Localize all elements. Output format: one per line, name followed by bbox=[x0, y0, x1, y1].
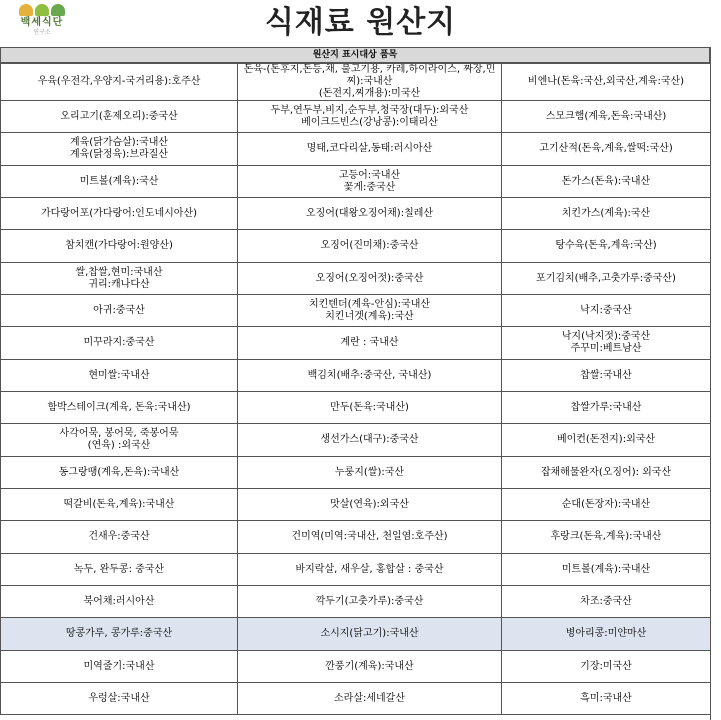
table-row bbox=[1, 651, 711, 683]
table-row bbox=[1, 166, 711, 198]
table-cell[interactable]: 낙지:중국산 bbox=[502, 295, 711, 327]
table-cell[interactable]: 베이컨(돈전지):외국산 bbox=[502, 424, 711, 457]
origin-table-area bbox=[0, 47, 721, 720]
table-cell[interactable]: 깐풍기(계육):국내산 bbox=[238, 651, 502, 683]
table-cell[interactable]: 녹두, 완두콩: 중국산 bbox=[1, 554, 238, 586]
table-cell[interactable]: 참치캔(가다랑어:원양산) bbox=[1, 230, 238, 263]
page-header bbox=[0, 0, 721, 47]
table-cell[interactable]: 고등어:국내산 꽃게:중국산 bbox=[238, 166, 502, 198]
table-cell[interactable]: 병아리콩:미얀마산 bbox=[502, 618, 711, 651]
table-cell[interactable]: 소라살:세네갈산 bbox=[238, 683, 502, 715]
table-cell[interactable]: 현미쌀:국내산 bbox=[1, 360, 238, 392]
table-cell[interactable]: 만두(돈육:국내산) bbox=[238, 392, 502, 424]
table-cell[interactable]: 쌀,찹쌀,현미:국내산 귀리:캐나다산 bbox=[1, 263, 238, 295]
table-cell[interactable]: 미트볼(계육):국내산 bbox=[502, 554, 711, 586]
table-cell[interactable]: 잡채해물완자(오징어): 외국산 bbox=[502, 457, 711, 489]
table-cell[interactable]: 생선가스(대구):중국산 bbox=[238, 424, 502, 457]
table-row bbox=[1, 198, 711, 230]
table-cell[interactable]: 흑미:국내산 bbox=[502, 683, 711, 715]
table-cell[interactable]: 오징어(대왕오징어채):칠레산 bbox=[238, 198, 502, 230]
table-row bbox=[1, 360, 711, 392]
table-cell[interactable]: 우육(우전각,우양지-국거리용):호주산 bbox=[1, 64, 238, 101]
logo-sub: 연구소 bbox=[33, 29, 51, 36]
table-cell[interactable]: 탕수육(돈육,계육:국산) bbox=[502, 230, 711, 263]
table-cell[interactable]: 오리고기(훈제오리):중국산 bbox=[1, 101, 238, 133]
table-cell[interactable]: 떡갈비(돈육,계육):국내산 bbox=[1, 489, 238, 521]
table-cell[interactable]: 돈가스(돈육):국내산 bbox=[502, 166, 711, 198]
table-cell[interactable]: 미트볼(계육):국산 bbox=[1, 166, 238, 198]
page-title: 식재료 원산지 bbox=[264, 5, 457, 40]
table-row bbox=[1, 64, 711, 101]
table-row bbox=[1, 295, 711, 327]
table-row bbox=[1, 618, 711, 651]
table-cell[interactable]: 우렁살:국내산 bbox=[1, 683, 238, 715]
table-row bbox=[1, 489, 711, 521]
table-cell[interactable]: 치킨텐더(계육-안심):국내산 치킨너겟(계육):국산 bbox=[238, 295, 502, 327]
table-cell[interactable]: 땅콩가루, 콩가루:중국산 bbox=[1, 618, 238, 651]
origin-table bbox=[0, 63, 711, 715]
table-row bbox=[1, 263, 711, 295]
table-cell[interactable]: 두부,연두부,비지,순두부,청국장(대두):외국산 베이크드빈스(강낭콩):이태리산 bbox=[238, 101, 502, 133]
table-cell[interactable]: 깍두기(고춧가루):중국산 bbox=[238, 586, 502, 618]
table-cell[interactable]: 소시지(닭고기):국내산 bbox=[238, 618, 502, 651]
table-cell[interactable]: 사각어묵, 봉어묵, 죽봉어묵 (연육) :외국산 bbox=[1, 424, 238, 457]
table-cell[interactable]: 계란 : 국내산 bbox=[238, 327, 502, 360]
table-cell[interactable]: 낙지(낙지젓):중국산 주꾸미:베트남산 bbox=[502, 327, 711, 360]
table-row bbox=[1, 327, 711, 360]
table-cell[interactable]: 치킨가스(계육):국산 bbox=[502, 198, 711, 230]
table-cell[interactable]: 백김치(배추:중국산, 국내산) bbox=[238, 360, 502, 392]
table-row bbox=[1, 586, 711, 618]
table-cell[interactable]: 오징어(진미채):중국산 bbox=[238, 230, 502, 263]
table-cell[interactable]: 건미역(미역:국내산, 천일염:호주산) bbox=[238, 521, 502, 554]
logo-name: 백세식단 bbox=[20, 17, 64, 28]
table-cell[interactable]: 고기산적(돈육,계육,쌀떡:국산) bbox=[502, 133, 711, 166]
table-cell[interactable]: 찹쌀:국내산 bbox=[502, 360, 711, 392]
table-cell[interactable]: 미꾸라지:중국산 bbox=[1, 327, 238, 360]
table-row bbox=[1, 230, 711, 263]
table-cell[interactable]: 미역줄기:국내산 bbox=[1, 651, 238, 683]
table-cell[interactable]: 함박스테이크(계육, 돈육:국내산) bbox=[1, 392, 238, 424]
table-row bbox=[1, 424, 711, 457]
table-cell[interactable]: 동그랑땡(계육,돈육):국내산 bbox=[1, 457, 238, 489]
table-cell[interactable]: 비엔나(돈육:국산,외국산,계육:국산) bbox=[502, 64, 711, 101]
table-cell[interactable]: 아귀:중국산 bbox=[1, 295, 238, 327]
table-cell[interactable]: 바지락살, 새우살, 홍합살 : 중국산 bbox=[238, 554, 502, 586]
table-row bbox=[1, 521, 711, 554]
table-cell[interactable]: 찹쌀가루:국내산 bbox=[502, 392, 711, 424]
table-cell[interactable]: 누룽지(쌀):국산 bbox=[238, 457, 502, 489]
table-row bbox=[1, 554, 711, 586]
table-cell[interactable]: 돈육-(돈후지,돈등,채, 불고기용, 카레,하이라이스, 짜장,민찌):국내산 (돈전지,찌개용):미국산 bbox=[238, 64, 502, 101]
table-cell[interactable]: 오징어(오징어젓):중국산 bbox=[238, 263, 502, 295]
table-cell[interactable]: 명태,코다리살,동태:러시아산 bbox=[238, 133, 502, 166]
table-row bbox=[1, 392, 711, 424]
table-cell[interactable]: 맛살(연육):외국산 bbox=[238, 489, 502, 521]
table-cell[interactable]: 포기김치(배추,고춧가루:중국산) bbox=[502, 263, 711, 295]
table-row bbox=[1, 457, 711, 489]
table-cell[interactable]: 계육(닭가슴살):국내산 계육(닭정육):브라질산 bbox=[1, 133, 238, 166]
table-cell[interactable]: 차조:중국산 bbox=[502, 586, 711, 618]
sheet-extra-column bbox=[710, 47, 721, 720]
table-header: 원산지 표시대상 품목 bbox=[0, 47, 710, 63]
table-row bbox=[1, 101, 711, 133]
table-cell[interactable]: 가다랑어포(가다랑어:인도네시아산) bbox=[1, 198, 238, 230]
table-cell[interactable]: 스모크햄(계육,돈육:국내산) bbox=[502, 101, 711, 133]
table-cell[interactable]: 북어채:러시아산 bbox=[1, 586, 238, 618]
table-cell[interactable]: 기장:미국산 bbox=[502, 651, 711, 683]
table-cell[interactable]: 순대(돈장자):국내산 bbox=[502, 489, 711, 521]
table-row bbox=[1, 683, 711, 715]
table-cell[interactable]: 후랑크(돈육,계육):국내산 bbox=[502, 521, 711, 554]
table-row bbox=[1, 133, 711, 166]
table-cell[interactable]: 건새우:중국산 bbox=[1, 521, 238, 554]
